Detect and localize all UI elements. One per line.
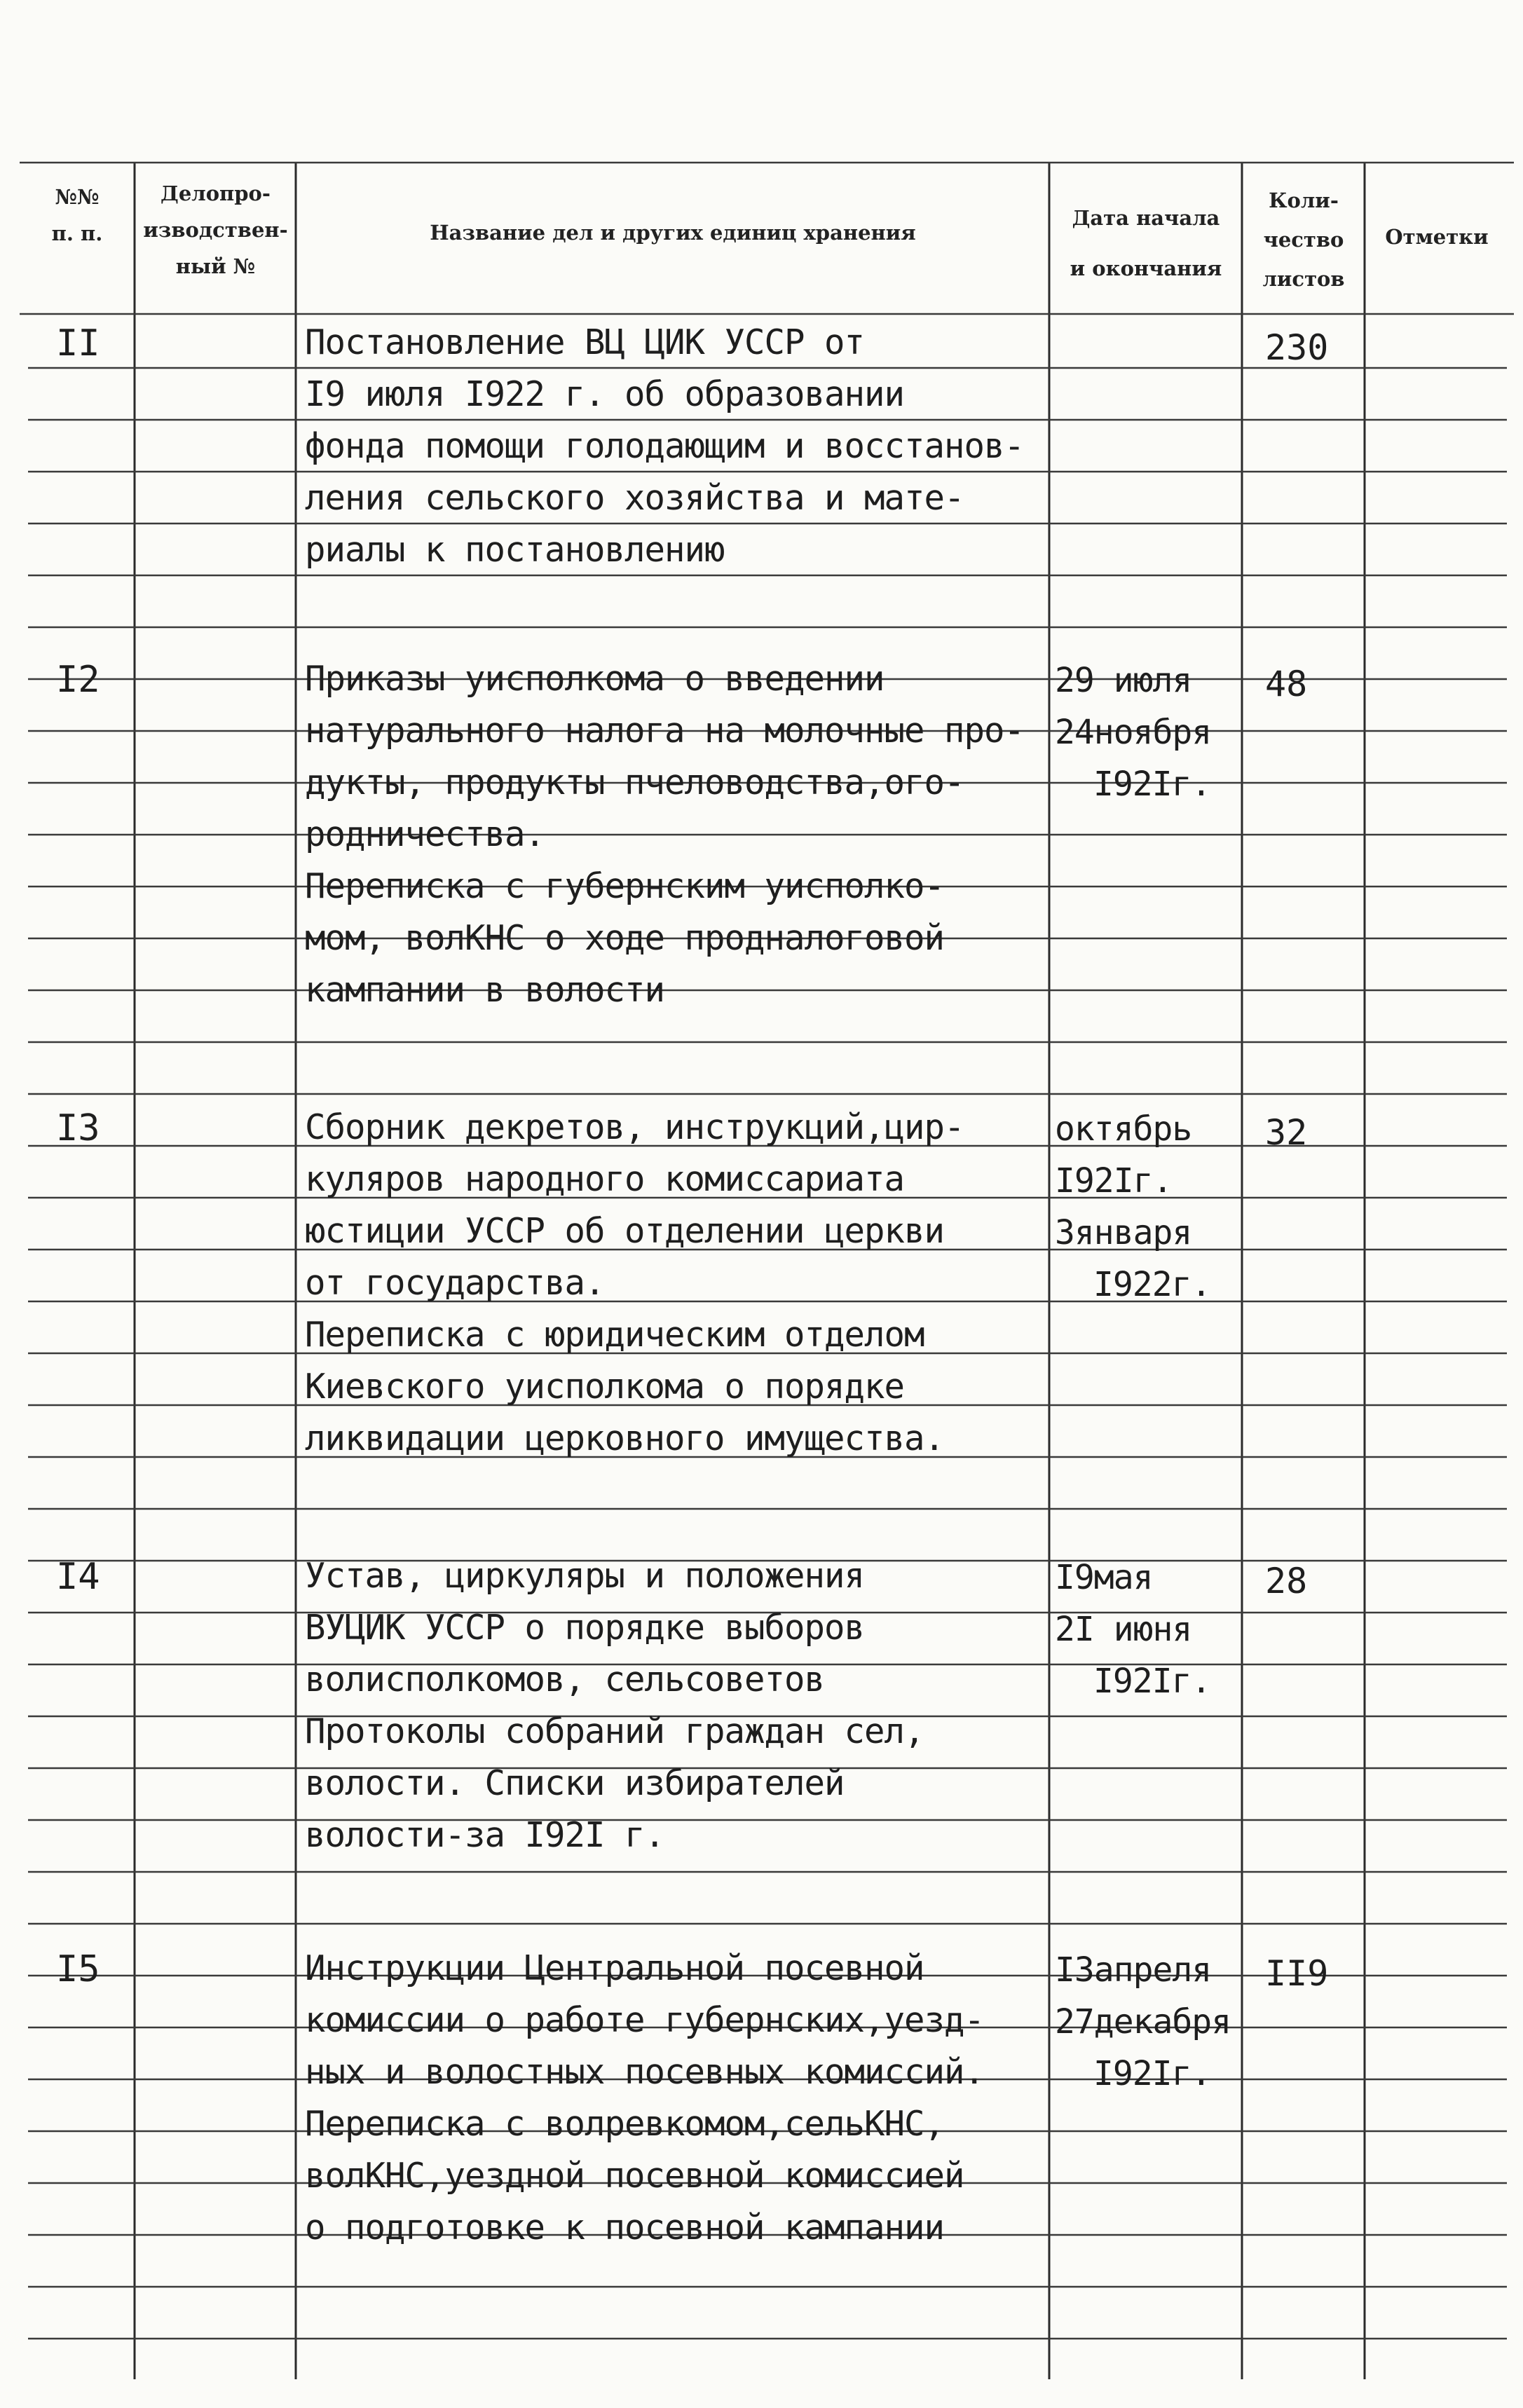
record-title-line: мом, волКНС о ходе продналоговой — [305, 918, 945, 958]
record-title-line: ликвидации церковного имущества. — [305, 1418, 945, 1458]
header-col-qty: Коли- чество листов — [1262, 189, 1345, 291]
header-col-dates: Дата начала и окончания — [1070, 206, 1222, 280]
record-number: I2 — [56, 659, 100, 701]
record-title-line: натурального налога на молочные про- — [305, 711, 1025, 751]
record-title-line: риалы к постановлению — [305, 530, 725, 570]
record-sheet-count: 230 — [1265, 327, 1329, 368]
record-date-line: I92Iг. — [1093, 1662, 1211, 1701]
header-col-num-line2: п. п. — [51, 221, 103, 245]
record-title-line: волКНС,уездной посевной комиссией — [305, 2156, 964, 2196]
record-date-line: I92Iг. — [1055, 1161, 1173, 1200]
record-title-line: от государства. — [305, 1263, 605, 1303]
record-title-line: Инструкции Центральной посевной — [305, 1948, 924, 1988]
record-title-line: Протоколы собраний граждан сел, — [305, 1711, 924, 1751]
record-title-line: Приказы уисполкома о введении — [305, 659, 885, 699]
record-sheet-count: 48 — [1265, 664, 1308, 704]
record-date-line: I3апреля — [1055, 1950, 1212, 1990]
header-col-num — [21, 179, 133, 252]
record-date-line: 24ноября — [1055, 713, 1212, 752]
record-title-line: волости. Списки избирателей — [305, 1763, 845, 1803]
record-title-line: о подготовке к посевной кампании — [305, 2208, 945, 2248]
record-number: I5 — [56, 1948, 100, 1990]
record-title-line: родничества. — [305, 814, 545, 854]
record-title-line: Переписка с волревкомом,сельКНС, — [305, 2104, 945, 2144]
header-col-notes: Отметки — [1385, 225, 1489, 249]
record-sheet-count: 28 — [1265, 1561, 1308, 1601]
record-sheet-count: II9 — [1265, 1953, 1329, 1994]
header-col-title: Название дел и других единиц хранения — [430, 221, 916, 245]
record-date-line: I92Iг. — [1093, 2054, 1211, 2093]
record-title-line: юстиции УССР об отделении церкви — [305, 1211, 945, 1251]
record-number: I4 — [56, 1556, 100, 1598]
record-title-line: Переписка с губернским уисполко- — [305, 866, 945, 906]
record-title-line: Сборник декретов, инструкций,цир- — [305, 1107, 964, 1147]
record-date-line: 2I июня — [1055, 1610, 1192, 1649]
record-title-line: Переписка с юридическим отделом — [305, 1315, 924, 1355]
record-sheet-count: 32 — [1265, 1112, 1308, 1153]
record-date-line: I92Iг. — [1093, 765, 1211, 804]
record-title-line: ВУЦИК УССР о порядке выборов — [305, 1608, 865, 1648]
record-title-line: фонда помощи голодающим и восстанов- — [305, 426, 1025, 466]
record-title-line: волисполкомов, сельсоветов — [305, 1660, 825, 1699]
record-date-line: 3января — [1055, 1213, 1192, 1252]
record-number: I3 — [56, 1107, 100, 1149]
record-title-line: волости-за I92I г. — [305, 1815, 665, 1855]
record-title-line: ления сельского хозяйства и мате- — [305, 478, 964, 518]
record-title-line: кампании в волости — [305, 970, 665, 1010]
record-title-line: I9 июля I922 г. об образовании — [305, 374, 905, 414]
record-title-line: Постановление ВЦ ЦИК УССР от — [305, 322, 865, 362]
record-date-line: 29 июля — [1055, 661, 1192, 700]
record-title-line: Киевского уисполкома о порядке — [305, 1367, 905, 1407]
record-date-line: I9мая — [1055, 1558, 1153, 1597]
record-number: II — [56, 322, 100, 364]
record-title-line: ных и волостных посевных комиссий. — [305, 2052, 985, 2092]
record-title-line: куляров народного комиссариата — [305, 1159, 905, 1199]
record-title-line: дукты, продукты пчеловодства,ого- — [305, 762, 964, 802]
record-title-line: комиссии о работе губернских,уезд- — [305, 2000, 985, 2040]
header-col-num-line1: №№ — [55, 185, 100, 209]
record-date-line: октябрь — [1055, 1109, 1192, 1149]
header-col-office: Делопро- изводствен- ный № — [143, 182, 288, 278]
record-date-line: I922г. — [1093, 1265, 1211, 1304]
record-date-line: 27декабря — [1055, 2002, 1231, 2041]
record-title-line: Устав, циркуляры и положения — [305, 1556, 865, 1596]
